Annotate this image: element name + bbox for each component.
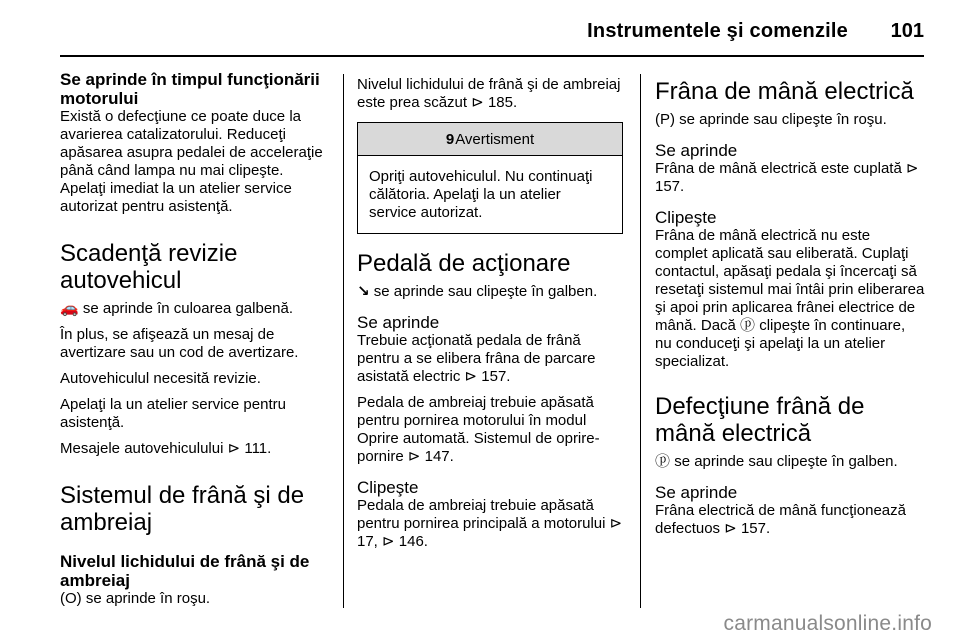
- page-number: 101: [890, 20, 924, 42]
- heading-engine-running: Se aprinde în timpul funcţionării motorului: [60, 70, 320, 108]
- paragraph-needs-service: Autovehiculul necesită revizie.: [60, 370, 261, 387]
- heading-fluid-level: Nivelul lichidului de frână şi de ambreiaj: [60, 552, 310, 590]
- heading-epb-fault: Defecţiune frână de mână electrică: [655, 393, 865, 447]
- heading-pedal-flashes: Clipeşte: [357, 478, 419, 497]
- pedal-icon: ↘: [357, 283, 370, 300]
- paragraph-service-lamp: [60, 300, 330, 318]
- heading-operate-pedal: Pedală de acţionare: [357, 250, 571, 277]
- warning-text: Opriţi autovehiculul. Nu continuaţi călătoria. Apelaţi la un atelier service autorizat.: [369, 168, 593, 221]
- paragraph-warning-code: În plus, se afişează un mesaj de avertizare sau un cod de avertizare.: [60, 326, 299, 361]
- paragraph-epb-reset: Frâna de mână electrică nu este complet aplicată sau eliberată. Cuplaţi contactul, apăsaţi pedala şi încercaţi să resetaţi sistemul mai întâi prin eliberarea şi apoi prin aplicarea frânei electrice de mână. Dacă ⓟ clipeşte în continuare, nu conduceţi şi apelaţi la un atelier specializat.: [655, 227, 925, 370]
- epb-fault-lamp-text: se aprinde sau clipeşte în galben.: [674, 453, 898, 470]
- paragraph-epb-lamp: [655, 111, 925, 129]
- service-lamp-text: se aprinde în culoarea galbenă.: [82, 300, 294, 317]
- epb-fault-icon: ⓟ: [655, 453, 671, 470]
- column-3: [655, 78, 925, 538]
- paragraph-pedal-lamp: [357, 283, 623, 301]
- page-header-title: Instrumentele şi comenzile: [587, 20, 848, 42]
- heading-pedal-lights-up: Se aprinde: [357, 313, 440, 332]
- brake-warning-icon: (O): [60, 590, 82, 607]
- column-2: [357, 76, 623, 551]
- heading-epb-fault-lights-up: Se aprinde: [655, 483, 738, 502]
- warning-title: Avertisment: [455, 131, 535, 148]
- paragraph-catalyst: Există o defecţiune ce poate duce la avarierea catalizatorului. Reduceţi apăsarea asupra pedalei de acceleraţie până când lampa nu mai clipeşte. Apelaţi imediat la un atelier service autorizat pentru asistenţă.: [60, 108, 323, 215]
- watermark-text: carmanualsonline.info: [723, 612, 932, 635]
- paragraph-epb-fault-lamp: [655, 453, 925, 471]
- heading-brake-clutch-system: Sistemul de frână şi de ambreiaj: [60, 482, 305, 536]
- heading-epb-flashes: Clipeşte: [655, 208, 717, 227]
- warning-box: [357, 122, 623, 234]
- brake-lamp-text: se aprinde în roşu.: [85, 590, 211, 607]
- paragraph-brake-pedal: Trebuie acţionată pedala de frână pentru a se elibera frâna de parcare asistată electric ⊳ 157.: [357, 332, 596, 385]
- heading-epb-lights-up: Se aprinde: [655, 141, 738, 160]
- paragraph-clutch-start: Pedala de ambreiaj trebuie apăsată pentru pornirea principală a motorului ⊳ 17, ⊳ 146.: [357, 497, 623, 550]
- heading-service-due: Scadenţă revizie autovehicul: [60, 240, 238, 294]
- heading-electric-parking-brake: Frâna de mână electrică: [655, 78, 914, 105]
- paragraph-clutch-autostop: Pedala de ambreiaj trebuie apăsată pentru pornirea motorului în modul Oprire automată. Sistemul de oprire-pornire ⊳ 147.: [357, 394, 600, 465]
- column-divider-1: [343, 74, 344, 608]
- column-1: [60, 70, 330, 608]
- paragraph-epb-malfunction: Frâna electrică de mână funcţionează defectuos ⊳ 157.: [655, 502, 906, 537]
- column-divider-2: [640, 74, 641, 608]
- paragraph-brake-lamp: [60, 590, 330, 608]
- paragraph-epb-engaged: Frâna de mână electrică este cuplată ⊳ 157.: [655, 160, 919, 195]
- car-service-icon: 🚗: [60, 300, 79, 317]
- warning-box-body: [358, 156, 622, 233]
- header-divider: [60, 55, 924, 57]
- warning-triangle-icon: 9: [445, 131, 455, 148]
- paragraph-call-workshop: Apelaţi la un atelier service pentru asistenţă.: [60, 396, 286, 431]
- parking-brake-icon: (P): [655, 111, 675, 128]
- warning-box-header: [358, 123, 622, 156]
- pedal-lamp-text: se aprinde sau clipeşte în galben.: [373, 283, 598, 300]
- paragraph-vehicle-messages: Mesajele autovehiculului ⊳ 111.: [60, 440, 272, 457]
- paragraph-fluid-low: Nivelul lichidului de frână şi de ambreiaj este prea scăzut ⊳ 185.: [357, 76, 621, 111]
- epb-lamp-text: se aprinde sau clipeşte în roşu.: [679, 111, 887, 128]
